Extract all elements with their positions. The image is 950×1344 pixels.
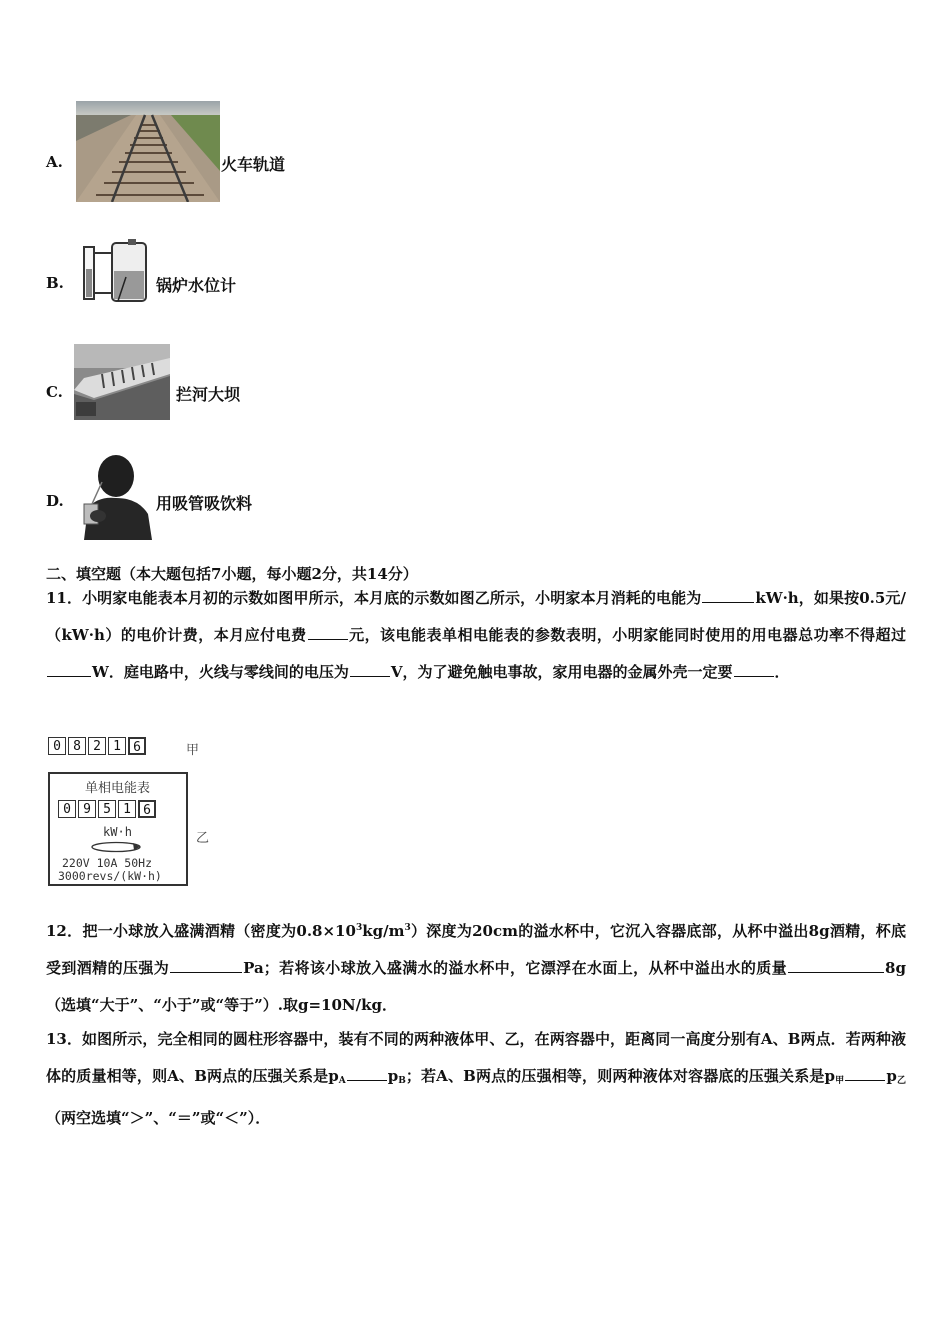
- q12-text-4: Pa；若将该小球放入盛满水的溢水杯中，它漂浮在水面上，从杯中溢出水的质量: [243, 959, 788, 977]
- q13-text-1: 13．如图所示，完全相同的圆柱形容器中，装有不同的两种液体甲、乙，在两容器中，距离同一高度分别有A、B两点．若两种液体的质量相等，则A、B两点的压强关系是p: [46, 1030, 906, 1085]
- child-drinking-straw-photo: [78, 452, 152, 540]
- option-a-text: 火车轨道: [221, 155, 286, 174]
- jia-digit-decimal: 6: [128, 737, 146, 755]
- electric-meter-figure: [48, 737, 218, 889]
- child-straw-image: [78, 452, 152, 540]
- jia-digit: 0: [48, 737, 66, 755]
- q11-blank-power[interactable]: [47, 675, 91, 677]
- q13-text-3: ；若A、B两点的压强相等，则两种液体对容器底的压强关系是p: [405, 1067, 836, 1085]
- yi-digit: 1: [118, 800, 136, 818]
- q13-sub-jia: 甲: [835, 1076, 845, 1086]
- q11-text-6: ．: [774, 663, 790, 681]
- q13-blank-jiayi[interactable]: [845, 1079, 885, 1081]
- boiler-water-gauge-drawing: [78, 237, 154, 305]
- railway-track-image: [76, 101, 220, 202]
- option-d-letter: D.: [46, 492, 64, 510]
- q11-blank-voltage[interactable]: [350, 675, 390, 677]
- q13-sub-b: B: [398, 1076, 406, 1086]
- q12-text-1: 12．把一小球放入盛满酒精（密度为0.8×10: [46, 922, 356, 940]
- option-c-letter: C.: [46, 383, 63, 401]
- option-d-text: 用吸管吸饮料: [156, 494, 253, 513]
- q12-exponent-2: 3: [404, 923, 411, 933]
- question-11: [46, 580, 906, 691]
- meter-panel: [48, 772, 188, 886]
- dam-image: [74, 344, 170, 420]
- q11-blank-energy[interactable]: [702, 601, 754, 603]
- q11-text-1: 11．小明家电能表本月初的示数如图甲所示，本月底的示数如图乙所示，小明家本月消耗的电能为: [46, 589, 702, 607]
- q13-sub-a: A: [338, 1076, 346, 1086]
- boiler-gauge-image: [78, 237, 154, 305]
- q11-blank-fee[interactable]: [308, 638, 348, 640]
- meter-spec-revs: 3000revs/(kW·h): [58, 869, 162, 883]
- yi-digit: 0: [58, 800, 76, 818]
- option-c-text: 拦河大坝: [176, 385, 241, 404]
- question-13: [46, 1021, 906, 1137]
- q11-text-5: V，为了避免触电事故，家用电器的金属外壳一定要: [390, 663, 733, 681]
- option-b-text: 锅炉水位计: [156, 276, 237, 295]
- meter-unit: kW·h: [103, 825, 132, 839]
- q11-text-3: 元，该电能表单相电能表的参数表明，小明家能同时使用的用电器总功率不得超过: [348, 626, 906, 644]
- railway-track-photo: [76, 101, 220, 202]
- question-12: [46, 910, 906, 1024]
- q13-text-5: （两空选填“＞”、“＝”或“＜”）．: [46, 1109, 271, 1127]
- q12-exponent: 3: [355, 923, 363, 933]
- q13-text-2: p: [387, 1067, 399, 1085]
- q12-blank-pressure[interactable]: [170, 971, 242, 973]
- q13-blank-ab[interactable]: [347, 1079, 387, 1081]
- q12-text-3: ）深度为20cm的溢水杯中，它沉入容器底部，从杯中溢出8g酒精，杯底受到酒精的压强为: [46, 922, 906, 977]
- jia-label: 甲: [186, 743, 200, 758]
- q11-text-4: W．庭电路中，火线与零线间的电压为: [92, 663, 349, 681]
- option-b-letter: B.: [46, 274, 64, 292]
- q11-text-2: kW·h，如果按0.5元/（kW·h）的电价计费，本月应付电费: [46, 589, 906, 644]
- jia-digit: 1: [108, 737, 126, 755]
- yi-label: 乙: [196, 831, 210, 846]
- q12-blank-mass[interactable]: [788, 971, 884, 973]
- option-a-letter: A.: [46, 153, 63, 171]
- river-dam-photo: [74, 344, 170, 420]
- section-title: 二、填空题（本大题包括7小题，每小题2分，共14分）: [46, 565, 418, 583]
- q12-text-5: 8g（选填“大于”、“小于”或“等于”）.取g=10N/kg．: [46, 959, 906, 1014]
- yi-digit-decimal: 6: [138, 800, 156, 818]
- meter-title: 单相电能表: [84, 781, 150, 796]
- q12-text-2: kg/m: [362, 922, 405, 940]
- jia-digit: 8: [68, 737, 86, 755]
- yi-digit: 9: [78, 800, 96, 818]
- yi-reading: [58, 800, 158, 818]
- yi-digit: 5: [98, 800, 116, 818]
- meter-spec-rating: 220V 10A 50Hz: [62, 856, 153, 870]
- q13-sub-yi: 乙: [896, 1076, 906, 1086]
- q13-text-4: p: [886, 1067, 897, 1085]
- disc-rotation-arrow-icon: [88, 840, 148, 854]
- jia-digit: 2: [88, 737, 106, 755]
- q11-blank-ground[interactable]: [734, 675, 774, 677]
